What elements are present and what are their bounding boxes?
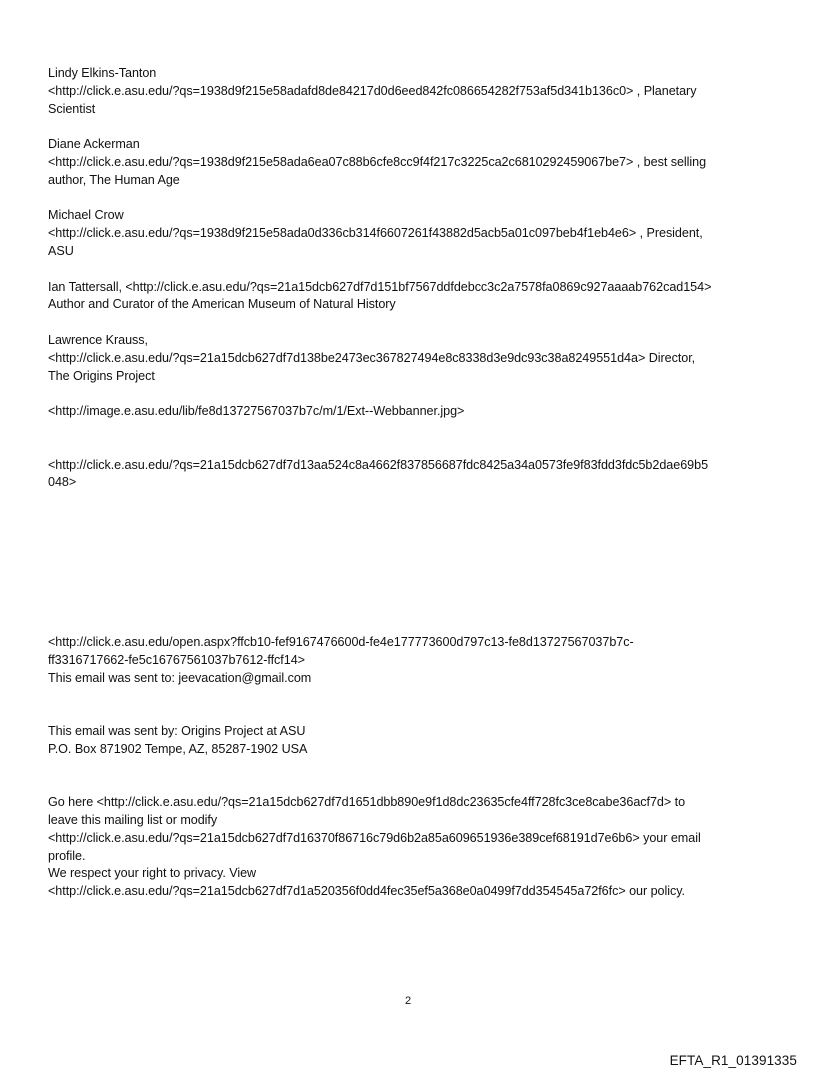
bates-number: EFTA_R1_01391335 — [669, 1053, 797, 1068]
blank-line — [48, 314, 768, 332]
unsubscribe-line: leave this mailing list or modify — [48, 813, 218, 828]
recipient-line: This email was sent to: jeevacation@gmail.com — [48, 670, 312, 685]
speaker-title: Scientist — [48, 101, 96, 116]
tracking-link-continued: ff3316717662-fe5c16767561037b7612-ffcf14> — [48, 652, 305, 667]
speaker-title: The Origins Project — [48, 368, 155, 383]
privacy-link: <http://click.e.asu.edu/?qs=21a15dcb627df7d1a520356f0dd4fec35ef5a368e0a0499f7dd354545a72f6fc> our policy. — [48, 884, 685, 899]
speaker-link: <http://click.e.asu.edu/?qs=1938d9f215e58ada0d336cb314f6607261f43882d5acb5a01c097beb4f1eb4e6> , President, — [48, 226, 703, 241]
blank-line — [48, 385, 768, 403]
blank-space — [48, 492, 768, 634]
speaker-name: Lawrence Krauss, — [48, 332, 148, 347]
speaker-title: Author and Curator of the American Museum of Natural History — [48, 297, 396, 312]
unsubscribe-line: Go here <http://click.e.asu.edu/?qs=21a15dcb627df7d1651dbb890e9f1d8dc23635cfe4ff728fc3ce8cabe36acf7d> to — [48, 795, 686, 810]
banner-click-link: <http://click.e.asu.edu/?qs=21a15dcb627df7d13aa524c8a4662f837856687fdc8425a34a0573fe9f83fdd3fdc5b2dae69b5 — [48, 457, 709, 472]
speaker-name: Lindy Elkins-Tanton — [48, 66, 157, 80]
speaker-name: Diane Ackerman — [48, 137, 140, 152]
speaker-link: Ian Tattersall, <http://click.e.asu.edu/?qs=21a15dcb627df7d151bf7567ddfdebcc3c2a7578fa0869c927aaaab762cad154> — [48, 279, 712, 294]
email-body — [48, 65, 768, 901]
banner-image-link: <http://image.e.asu.edu/lib/fe8d13727567037b7c/m/1/Ext--Webbanner.jpg> — [48, 404, 465, 419]
blank-line — [48, 190, 768, 208]
speaker-title: ASU — [48, 243, 74, 258]
speaker-link: <http://click.e.asu.edu/?qs=1938d9f215e58ada6ea07c88b6cfe8cc9f4f217c3225ca2c6810292459067be7> , best selling — [48, 154, 707, 169]
blank-line — [48, 118, 768, 136]
profile-line: profile. — [48, 848, 86, 863]
speaker-link: <http://click.e.asu.edu/?qs=1938d9f215e58adafd8de84217d0d6eed842fc086654282f753af5d341b136c0> , Planetary — [48, 83, 697, 98]
tracking-link: <http://click.e.asu.edu/open.aspx?ffcb10-fef9167476600d-fe4e177773600d797c13-fe8d13727567037b7c- — [48, 635, 634, 650]
banner-click-link-continued: 048> — [48, 475, 77, 490]
page-number: 2 — [404, 995, 412, 1007]
blank-line — [48, 759, 768, 795]
privacy-line: We respect your right to privacy. View — [48, 866, 257, 881]
speaker-title: author, The Human Age — [48, 172, 180, 187]
blank-line — [48, 688, 768, 724]
blank-line — [48, 261, 768, 279]
blank-line — [48, 421, 768, 457]
speaker-link: <http://click.e.asu.edu/?qs=21a15dcb627df7d138be2473ec367827494e8c8338d3e9dc93c38a8249551d4a> Director, — [48, 350, 696, 365]
speaker-name: Michael Crow — [48, 208, 124, 223]
profile-link: <http://click.e.asu.edu/?qs=21a15dcb627df7d16370f86716c79d6b2a85a609651936e389cef68191d7e6b6> your email — [48, 830, 701, 845]
sender-address: P.O. Box 871902 Tempe, AZ, 85287-1902 USA — [48, 741, 308, 756]
sender-line: This email was sent by: Origins Project at ASU — [48, 724, 306, 739]
